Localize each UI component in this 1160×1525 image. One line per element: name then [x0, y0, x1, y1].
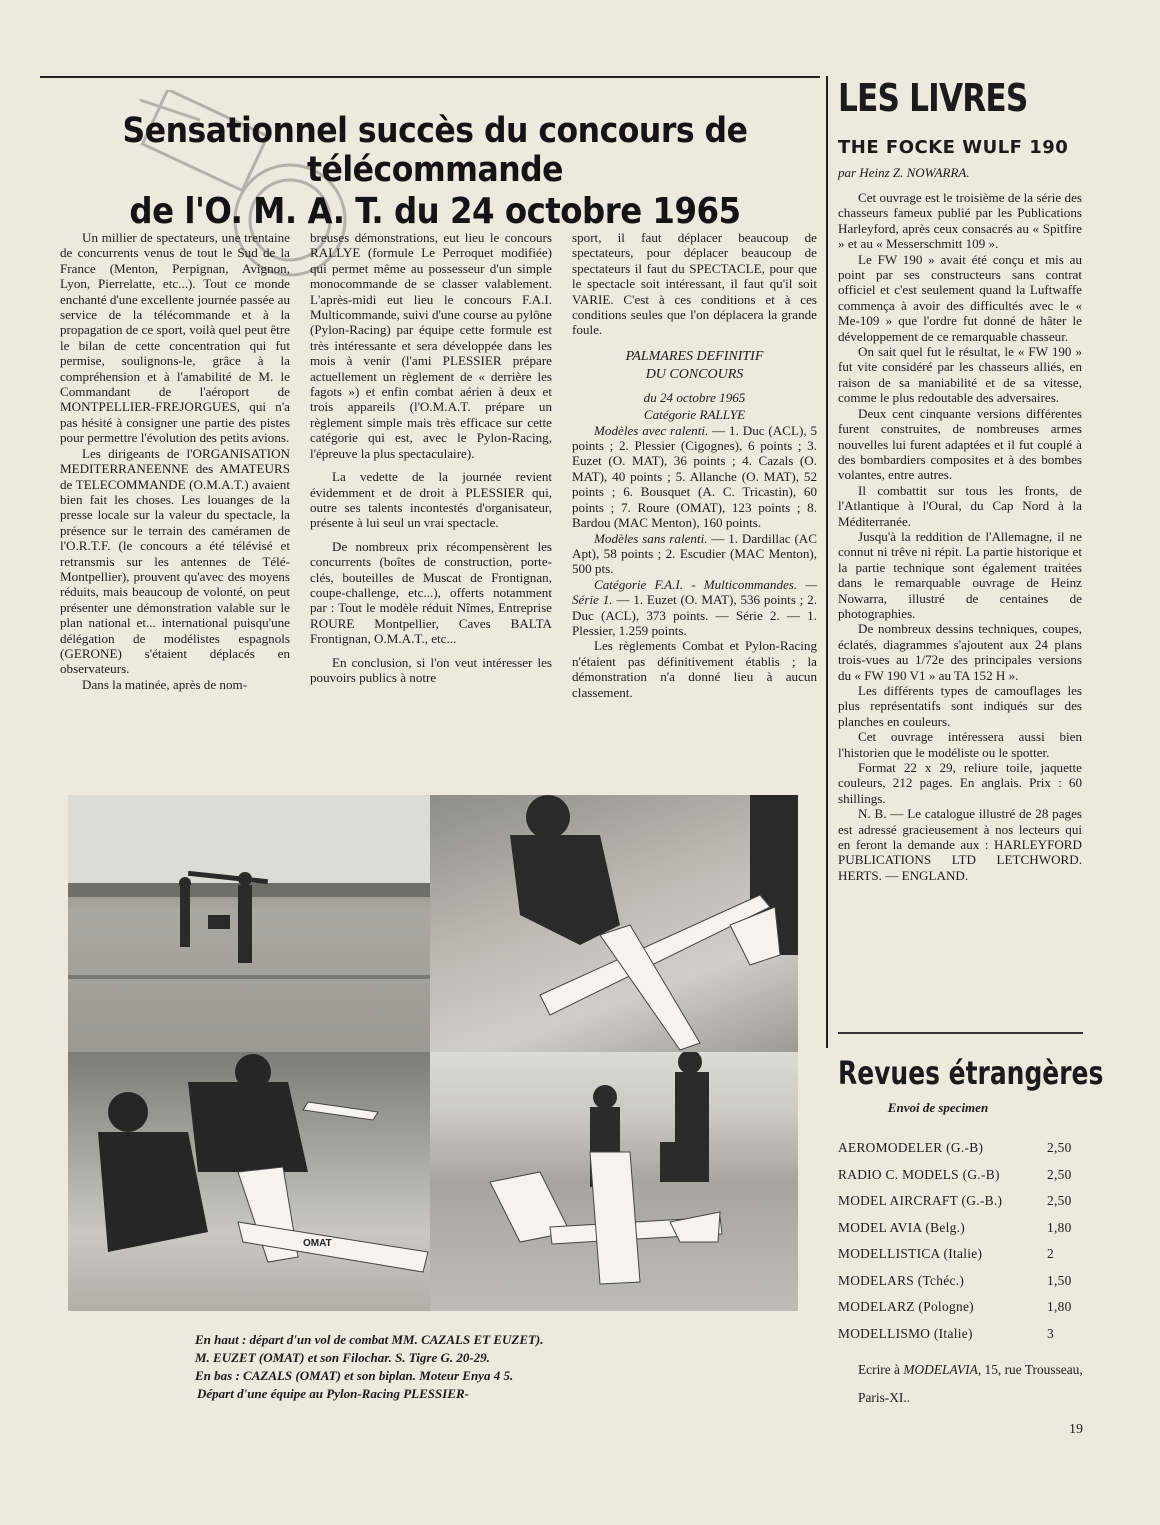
review-paragraph: Jusqu'à la reddition de l'Allemagne, il ne connut ni trêve ni répit. La partie historique et la partie technique sont également traitées dans le remarquable ouvrage de Heinz Nowarra, illustré de centaines de photographies.	[838, 528, 1082, 621]
paragraph: Les dirigeants de l'ORGANISATION MEDITERRANEENNE des AMATEURS de TELECOMMANDE (O.M.A.T.) avaient bien fait les choses. Les louanges de la presse locale sur la valeur du spectacle, la présence sur le terrain des caméramen de l'O.R.T.F. (le concours a été télévisé et retransmis sur les antennes de Télé-Montpellier), prouvent qu'avec des moyens réduits, mais beaucoup de volonté, on peut présenter une démonstration valable sur le plan national et... international puisqu'une délégation de modélistes espagnols (GERONE) s'étaient déplacés en observateurs.	[60, 445, 290, 677]
review-paragraph: N. B. — Le catalogue illustré de 28 pages est adressé gracieusement à nos lecteurs qui en feront la demande aux : HARLEYFORD PUBLICATIONS LTD LETCHWORD. HERTS. — ENGLAND.	[838, 806, 1082, 883]
result-text: — 1. Duc (ACL), 5 points ; 2. Plessier (Cigognes), 6 points ; 3. Euzet (O. MAT), 36 points ; 4. Cazals (O. MAT), 40 points ; 5. Allanche (O. MAT), 52 points ; 6. Bousquet (A. C. Tricastin), 60 points ; 7. Roure (OMAT), 123 points ; 8. Bardou (MAC Menton), 160 points.	[572, 422, 817, 531]
paragraph: Les règlements Combat et Pylon-Racing n'étaient pas définitivement établis ; la démonstration n'a donné lieu à aucun classement.	[572, 638, 817, 700]
review-paragraph: De nombreux dessins techniques, coupes, éclatés, diagrammes s'ajoutent aux 24 plans trois-vues au 1/72e des principales versions du « FW 190 V1 » au TA 152 H ».	[838, 621, 1082, 683]
revue-price: 3	[1047, 1325, 1054, 1341]
photo-filochar-image	[430, 795, 798, 1052]
list-item	[838, 1188, 1083, 1215]
photo-grid	[68, 795, 798, 1311]
revue-name: MODELARS (Tchéc.)	[838, 1272, 965, 1288]
list-item	[838, 1215, 1083, 1242]
result-paragraph	[572, 531, 817, 577]
book-author: par Heinz Z. NOWARRA.	[838, 165, 970, 180]
photo-combat-start	[68, 795, 430, 1052]
result-text: — 1. Dardillac (AC Apt), 58 points ; 2. Escudier (MAC Menton), 500 pts.	[572, 530, 817, 577]
caption-line: M. EUZET (OMAT) et son Filochar. S. Tigre G. 20-29.	[195, 1350, 490, 1365]
list-item	[838, 1135, 1083, 1162]
caption-line: Départ d'une équipe au Pylon-Racing PLESSIER-	[197, 1386, 469, 1401]
result-paragraph	[572, 577, 817, 639]
revue-price: 2,50	[1047, 1166, 1072, 1182]
page-number: 19	[1069, 1422, 1083, 1437]
result-label: Modèles sans ralenti.	[594, 530, 708, 546]
paragraph: sport, il faut déplacer beaucoup de spectateurs, pour déplacer beaucoup de spectateurs il faut du SPECTACLE, pour que le spectacle soit intéressant, il faut qu'il soit VARIE. C'est à ces conditions et à ces conditions seules que l'on déplacera la grande foule.	[572, 230, 817, 338]
result-paragraph	[572, 423, 817, 531]
list-item	[838, 1268, 1083, 1295]
photo-pylon-racing	[430, 1052, 798, 1311]
revue-name: MODEL AVIA (Belg.)	[838, 1219, 966, 1235]
paragraph: breuses démonstrations, eut lieu le concours RALLYE (formule Le Perroquet modifiée) qui permet même au possesseur d'un simple monocommande de se classer valablement. L'après-midi eut lieu le concours F.A.I. Multicommande, suivi d'une course au pylône (Pylon-Racing) par équipe cette formule est très intéressante et sera développée dans les mois à venir (l'ami PLESSIER prépare actuellement un règlement de « derrière les fagots ») et enfin combat aérien à deux et trois appareils (l'O.M.A.T. prépare un règlement simple mais très efficace sur cette catégorie qui est, avec le Pylon-Racing, l'épreuve la plus spectaculaire).	[310, 230, 552, 461]
revue-name: RADIO C. MODELS (G.-B)	[838, 1166, 1000, 1182]
revue-price: 1,80	[1047, 1299, 1072, 1314]
paragraph: Un millier de spectateurs, une trentaine de concurrents venus de tout le Sud de la France (Menton, Perpignan, Avignon, Lyon, Pierrelatte, etc...). Tout ce monde enchanté d'une excellente journée passée au service de la télécommande et à la propagation de ce sport, voilà quel peut être le bilan de cette concentration qui fut permise, soulignons-le, grâce à la compréhension et à l'amabilité de M. le Commandant de l'aéroport de MONTPELLIER-FREJORGUES, qui n'a pas hésité à consigner une partie des pistes pour permettre l'évolution des petits avions.	[60, 230, 290, 446]
paragraph: De nombreux prix récompensèrent les concurrents (boîtes de construction, porte-clés, bouteilles de Muscat de Frontignan, coupe-challenge, etc...), offerts notamment par : Tout le modèle réduit Nîmes, Entreprise ROURE Montpellier, Caves BALTA Frontignan, O.M.A.T., etc...	[310, 538, 552, 647]
review-paragraph: On sait quel fut le résultat, le « FW 190 » fut vite considéré par les chasseurs alliés, en raison de sa maniabilité et de sa vitesse, comme le plus redoutable des adversaires.	[838, 344, 1082, 406]
caption-line: En bas : CAZALS (OMAT) et son biplan. Moteur Enya 4 5.	[195, 1368, 514, 1383]
article-headline	[45, 112, 825, 233]
contact-prefix: Ecrire à	[858, 1362, 904, 1377]
article-column-1	[60, 230, 290, 692]
revues-list	[838, 1135, 1083, 1347]
review-paragraph: Deux cent cinquante versions différentes furent construites, de nombreuses armes nouvelles lui furent adaptées et il fut couplé à des bombardiers composites et à des bombes volantes, entre autres.	[838, 405, 1082, 483]
headline-line-1: Sensationnel succès du concours de télécommande	[122, 111, 748, 191]
review-paragraph: Le FW 190 » avait été conçu et mis au point par ses constructeurs sans contrat officiel et c'est seulement quand la Luftwaffe commença à avoir des difficultés avec le « Me-109 » que l'ordre fut donné de hâter le développement de ce remarquable chasseur.	[838, 251, 1082, 344]
contact-address	[858, 1356, 1088, 1412]
section-title-revues: Revues étrangères	[838, 1054, 1104, 1092]
top-rule	[40, 76, 820, 78]
palmares-heading-2: DU CONCOURS	[645, 366, 744, 382]
palmares-date: du 24 octobre 1965	[643, 389, 746, 405]
revue-price: 2,50	[1047, 1140, 1072, 1155]
paragraph: Dans la matinée, après de nom-	[82, 676, 248, 692]
paragraph: En conclusion, si l'on veut intéresser les pouvoirs publics à notre	[310, 654, 552, 685]
revue-name: MODEL AIRCRAFT (G.-B.)	[838, 1193, 1003, 1208]
revue-price: 1,80	[1047, 1219, 1072, 1235]
contact-name: MODELAVIA	[903, 1362, 978, 1377]
revue-price: 1,50	[1047, 1272, 1072, 1288]
revue-name: MODELLISMO (Italie)	[838, 1325, 973, 1341]
photo-filochar	[430, 795, 798, 1052]
column-divider	[826, 76, 828, 1048]
review-paragraph: Cet ouvrage intéressera aussi bien l'historien que le modéliste ou le spotter.	[838, 729, 1082, 760]
palmares-category: Catégorie RALLYE	[643, 407, 746, 423]
list-item	[838, 1294, 1083, 1321]
revue-name: MODELLISTICA (Italie)	[838, 1246, 983, 1261]
paragraph: La vedette de la journée revient évidemment et de droit à PLESSIER qui, outre ses talents incontestés d'organisateur, présente à lui seul un vrai spectacle.	[310, 469, 552, 531]
photo-biplane	[68, 1052, 430, 1311]
headline-line-2: de l'O. M. A. T. du 24 octobre 1965	[129, 191, 741, 233]
book-review	[838, 190, 1082, 883]
revue-name: MODELARZ (Pologne)	[838, 1299, 974, 1314]
result-label: Modèles avec ralenti.	[594, 422, 709, 438]
review-paragraph: Il combattit sur tous les fronts, de l'Atlantique à l'Oural, du Cap Nord à la Méditerranée.	[838, 482, 1082, 529]
article-column-3	[572, 230, 817, 700]
article-column-2	[310, 230, 552, 685]
photo-biplane-image	[68, 1052, 430, 1311]
review-paragraph: Cet ouvrage est le troisième de la série des chasseurs fameux publié par les Publications Harleyford, après ceux consacrés au « Spitfire » et au « Messerschmitt 109 ».	[838, 190, 1082, 252]
contact-address-text: , 15, rue Trousseau, Paris-XI..	[858, 1362, 1083, 1405]
revues-subtitle: Envoi de specimen	[887, 1100, 989, 1115]
photo-marking: OMAT	[303, 1238, 332, 1249]
review-paragraph: Format 22 x 29, reliure toile, jaquette couleurs, 212 pages. En anglais. Prix : 60 shillings.	[838, 760, 1082, 806]
list-item	[838, 1162, 1083, 1189]
palmares-heading-1: PALMARES DEFINITIF	[625, 348, 764, 364]
result-text: — 1. Euzet (O. MAT), 536 points ; 2. Duc (ACL), 373 points. — Série 2. — 1. Plessier, 1.259 points.	[572, 592, 817, 638]
result-label: Catégorie F.A.I. - Multicommandes. — Série 1.	[572, 576, 817, 608]
photo-pylon-racing-image	[430, 1052, 798, 1311]
section-title-books: LES LIVRES	[838, 76, 1028, 120]
caption-line: En haut : départ d'un vol de combat MM. CAZALS ET EUZET).	[195, 1332, 544, 1347]
revue-price: 2,50	[1047, 1193, 1072, 1208]
list-item	[838, 1241, 1083, 1268]
list-item	[838, 1321, 1083, 1348]
review-paragraph: Les différents types de camouflages les plus représentatifs sont indiqués sur des planches en couleurs.	[838, 683, 1082, 729]
revue-price: 2	[1047, 1246, 1054, 1261]
photo-combat-start-image	[68, 795, 430, 1052]
book-title: THE FOCKE WULF 190	[838, 137, 1069, 158]
revue-name: AEROMODELER (G.-B)	[838, 1140, 984, 1155]
sidebar-rule	[838, 1032, 1083, 1034]
photo-caption	[195, 1331, 675, 1403]
